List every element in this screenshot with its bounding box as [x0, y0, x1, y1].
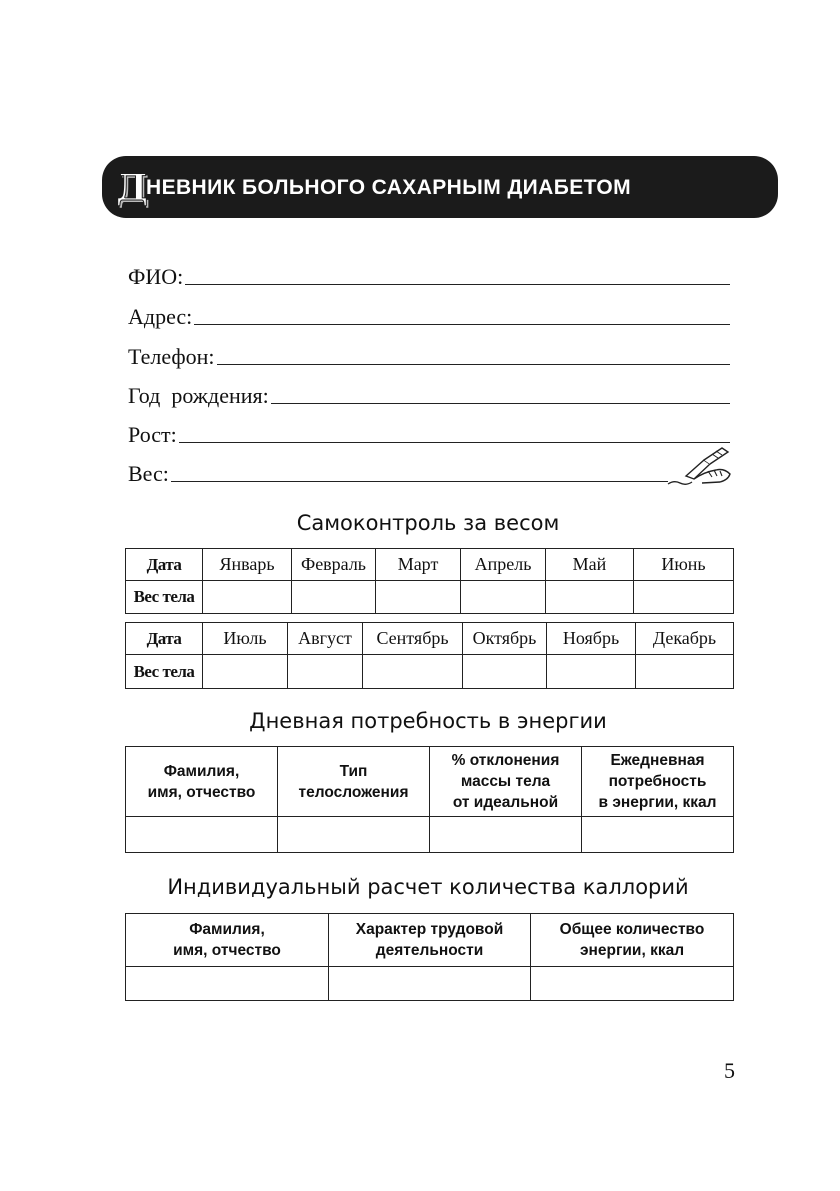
height-line[interactable]: [179, 442, 730, 443]
weight-entry-cell[interactable]: [203, 655, 288, 689]
month-header: Май: [546, 549, 634, 581]
weight-entry-cell[interactable]: [363, 655, 463, 689]
calorie-calc-table: [125, 913, 734, 1001]
energy-need-title: Дневная потребность в энергии: [249, 709, 607, 733]
banner-title: НЕВНИК БОЛЬНОГО САХАРНЫМ ДИАБЕТОМ: [146, 176, 631, 199]
calorie-calc-title: Индивидуальный расчет количества каллорий: [167, 875, 689, 899]
weight-table-second-half: [125, 622, 734, 689]
calorie-entry-cell[interactable]: [329, 967, 531, 1001]
calorie-header-total-energy: Общее количество энергии, ккал: [559, 921, 705, 959]
calorie-header-work-type: Характер трудовой деятельности: [355, 921, 504, 959]
weight-control-title: Самоконтроль за весом: [296, 511, 560, 535]
month-header: Октябрь: [463, 623, 547, 655]
calorie-entry-cell[interactable]: [531, 967, 734, 1001]
energy-entry-cell[interactable]: [582, 817, 734, 853]
energy-need-table: [125, 746, 734, 853]
body-weight-label: Вес тела: [126, 581, 203, 614]
weight-label: Вес:: [128, 461, 169, 486]
month-header: Апрель: [461, 549, 546, 581]
month-header: Март: [376, 549, 461, 581]
energy-header-cell: [278, 747, 430, 817]
phone-field[interactable]: [128, 342, 730, 370]
fio-line[interactable]: [185, 284, 730, 285]
weight-field[interactable]: [128, 459, 668, 487]
body-weight-label: Вес тела: [126, 655, 203, 689]
weight-entry-cell[interactable]: [546, 581, 634, 614]
weight-table-first-half: [125, 548, 734, 614]
month-header: Февраль: [292, 549, 376, 581]
month-header: Декабрь: [636, 623, 734, 655]
phone-line[interactable]: [217, 364, 730, 365]
weight-entry-cell[interactable]: [292, 581, 376, 614]
weight-entry-cell[interactable]: [463, 655, 547, 689]
fio-label: ФИО:: [128, 264, 184, 289]
energy-entry-cell[interactable]: [278, 817, 430, 853]
phone-label: Телефон:: [128, 344, 215, 369]
month-header: Ноябрь: [547, 623, 636, 655]
weight-line[interactable]: [171, 481, 668, 482]
weight-entry-cell[interactable]: [636, 655, 734, 689]
energy-header-cell: [126, 747, 278, 817]
page-number: 5: [724, 1058, 735, 1083]
weight-entry-cell[interactable]: [547, 655, 636, 689]
weight-entry-cell[interactable]: [203, 581, 292, 614]
date-label: Дата: [126, 623, 203, 655]
banner-initial-letter: Д: [116, 167, 149, 209]
height-label: Рост:: [128, 422, 177, 447]
date-label: Дата: [126, 549, 203, 581]
month-header: Июль: [203, 623, 288, 655]
birth-year-line[interactable]: [271, 403, 730, 404]
energy-header-deviation: % отклонения массы тела от идеальной: [451, 752, 560, 811]
quill-writing-icon: [664, 446, 732, 486]
energy-header-body-type: Тип телосложения: [298, 762, 409, 801]
weight-entry-cell[interactable]: [461, 581, 546, 614]
energy-header-fio: Фамилия, имя, отчество: [147, 762, 256, 801]
weight-entry-cell[interactable]: [634, 581, 734, 614]
address-field[interactable]: [128, 302, 730, 330]
calorie-entry-cell[interactable]: [126, 967, 329, 1001]
month-header: Август: [288, 623, 363, 655]
energy-entry-cell[interactable]: [126, 817, 278, 853]
birth-year-field[interactable]: [128, 381, 730, 409]
month-header: Сентябрь: [363, 623, 463, 655]
fio-field[interactable]: [128, 262, 730, 290]
energy-header-daily-need: Ежедневная потребность в энергии, ккал: [598, 752, 717, 811]
address-label: Адрес:: [128, 304, 193, 329]
calorie-header-cell: [126, 914, 329, 967]
birth-year-label: Год рождения:: [128, 383, 269, 408]
energy-header-cell: [582, 747, 734, 817]
height-field[interactable]: [128, 420, 730, 448]
weight-entry-cell[interactable]: [288, 655, 363, 689]
address-line[interactable]: [194, 324, 730, 325]
month-header: Июнь: [634, 549, 734, 581]
calorie-header-cell: [329, 914, 531, 967]
energy-header-cell: [430, 747, 582, 817]
month-header: Январь: [203, 549, 292, 581]
calorie-header-cell: [531, 914, 734, 967]
energy-entry-cell[interactable]: [430, 817, 582, 853]
weight-entry-cell[interactable]: [376, 581, 461, 614]
calorie-header-fio: Фамилия, имя, отчество: [173, 921, 281, 959]
